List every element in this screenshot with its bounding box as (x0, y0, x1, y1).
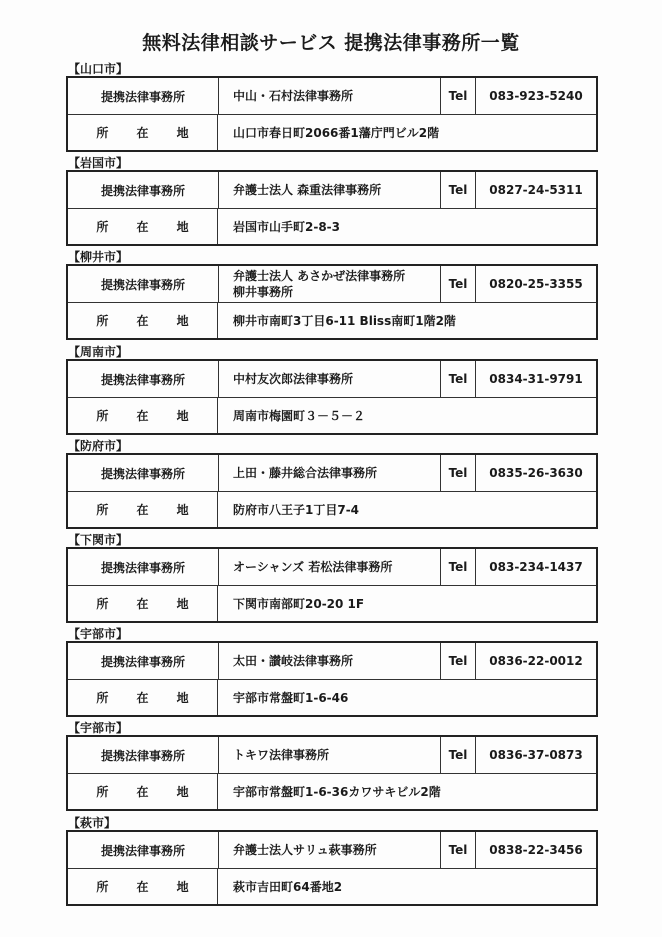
address-row (68, 774, 596, 809)
office-row (68, 643, 596, 680)
phone-number: 0827-24-5311 (489, 183, 583, 197)
office-name-line: 弁護士法人サリュ萩事務所 (233, 843, 377, 857)
office-name-line: 中村友次郎法律事務所 (233, 372, 354, 386)
office-name-line: オーシャンズ 若松法律事務所 (233, 560, 393, 574)
city-heading: 【岩国市】 (68, 156, 129, 170)
office-section (66, 439, 598, 529)
office-section (66, 250, 598, 340)
office-section (66, 721, 598, 811)
phone-number: 0834-31-9791 (489, 372, 583, 386)
office-name (233, 832, 438, 868)
address-value: 防府市八王子1丁目7-4 (233, 503, 360, 517)
address-label: 所 在 地 (68, 115, 218, 150)
phone-number: 0836-37-0873 (489, 748, 583, 762)
office-row (68, 78, 596, 115)
office-section (66, 345, 598, 435)
city-heading: 【萩市】 (68, 816, 117, 830)
office-row (68, 832, 596, 869)
office-row (68, 737, 596, 774)
office-label: 提携法律事務所 (68, 172, 219, 208)
office-label: 提携法律事務所 (68, 737, 219, 773)
phone-number: 0836-22-0012 (489, 654, 583, 668)
office-name (233, 455, 438, 491)
office-row (68, 361, 596, 398)
address-row (68, 303, 596, 338)
address-label: 所 在 地 (68, 680, 218, 715)
address-row (68, 680, 596, 715)
office-name (233, 361, 438, 397)
office-name-line: 上田・藤井総合法律事務所 (233, 466, 378, 480)
office-label: 提携法律事務所 (68, 455, 219, 491)
office-label: 提携法律事務所 (68, 361, 219, 397)
page-title: 無料法律相談サービス 提携法律事務所一覧 (142, 32, 520, 54)
tel-label: Tel (440, 266, 476, 302)
tel-label: Tel (440, 832, 476, 868)
address-value: 柳井市南町3丁目6-11 Bliss南町1階2階 (233, 314, 456, 328)
office-name (233, 643, 438, 679)
office-row (68, 549, 596, 586)
address-value: 萩市吉田町64番地2 (233, 880, 343, 894)
office-table (66, 453, 598, 529)
office-section (66, 156, 598, 246)
city-heading: 【下関市】 (68, 533, 129, 547)
office-section (66, 627, 598, 717)
phone-number: 083-923-5240 (489, 89, 583, 103)
office-label: 提携法律事務所 (68, 832, 219, 868)
tel-label: Tel (440, 78, 476, 114)
office-section (66, 62, 598, 152)
tel-label: Tel (440, 549, 476, 585)
office-name-line: 弁護士法人 森重法律事務所 (233, 183, 382, 197)
phone-number: 0835-26-3630 (489, 466, 583, 480)
office-table (66, 547, 598, 623)
address-row (68, 209, 596, 244)
office-name (233, 172, 438, 208)
office-row (68, 455, 596, 492)
office-table (66, 830, 598, 906)
address-row (68, 869, 596, 904)
address-row (68, 586, 596, 621)
office-name-line: トキワ法律事務所 (233, 748, 330, 762)
office-name-line: 弁護士法人 あさかぜ法律事務所 (233, 269, 406, 283)
office-name-line: 柳井事務所 (233, 285, 294, 299)
phone-number: 0820-25-3355 (489, 277, 583, 291)
address-value: 宇部市常盤町1-6-36カワサキビル2階 (233, 785, 441, 799)
address-label: 所 在 地 (68, 303, 218, 338)
office-name (233, 549, 438, 585)
office-name-line: 太田・讃岐法律事務所 (233, 654, 354, 668)
tel-label: Tel (440, 737, 476, 773)
office-table (66, 76, 598, 152)
office-name (233, 266, 438, 302)
tel-label: Tel (440, 361, 476, 397)
office-table (66, 735, 598, 811)
address-value: 岩国市山手町2-8-3 (233, 220, 341, 234)
phone-number: 083-234-1437 (489, 560, 583, 574)
office-table (66, 359, 598, 435)
address-label: 所 在 地 (68, 869, 218, 904)
office-section (66, 533, 598, 623)
city-heading: 【山口市】 (68, 62, 129, 76)
tel-label: Tel (440, 643, 476, 679)
office-table (66, 264, 598, 340)
office-name (233, 78, 438, 114)
tel-label: Tel (440, 172, 476, 208)
city-heading: 【防府市】 (68, 439, 129, 453)
office-table (66, 641, 598, 717)
address-label: 所 在 地 (68, 586, 218, 621)
city-heading: 【宇部市】 (68, 721, 129, 735)
city-heading: 【宇部市】 (68, 627, 129, 641)
office-section (66, 816, 598, 906)
office-row (68, 266, 596, 303)
address-value: 周南市梅園町３－５－２ (233, 409, 366, 423)
office-table (66, 170, 598, 246)
office-name-line: 中山・石村法律事務所 (233, 89, 354, 103)
address-label: 所 在 地 (68, 492, 218, 527)
city-heading: 【周南市】 (68, 345, 129, 359)
office-label: 提携法律事務所 (68, 78, 219, 114)
address-label: 所 在 地 (68, 774, 218, 809)
address-value: 山口市春日町2066番1藩庁門ビル2階 (233, 126, 440, 140)
address-label: 所 在 地 (68, 209, 218, 244)
phone-number: 0838-22-3456 (489, 843, 583, 857)
office-label: 提携法律事務所 (68, 549, 219, 585)
office-label: 提携法律事務所 (68, 643, 219, 679)
address-row (68, 492, 596, 527)
office-label: 提携法律事務所 (68, 266, 219, 302)
address-row (68, 115, 596, 150)
tel-label: Tel (440, 455, 476, 491)
office-row (68, 172, 596, 209)
address-row (68, 398, 596, 433)
office-name (233, 737, 438, 773)
city-heading: 【柳井市】 (68, 250, 129, 264)
address-label: 所 在 地 (68, 398, 218, 433)
address-value: 宇部市常盤町1-6-46 (233, 691, 349, 705)
address-value: 下関市南部町20-20 1F (233, 597, 365, 611)
